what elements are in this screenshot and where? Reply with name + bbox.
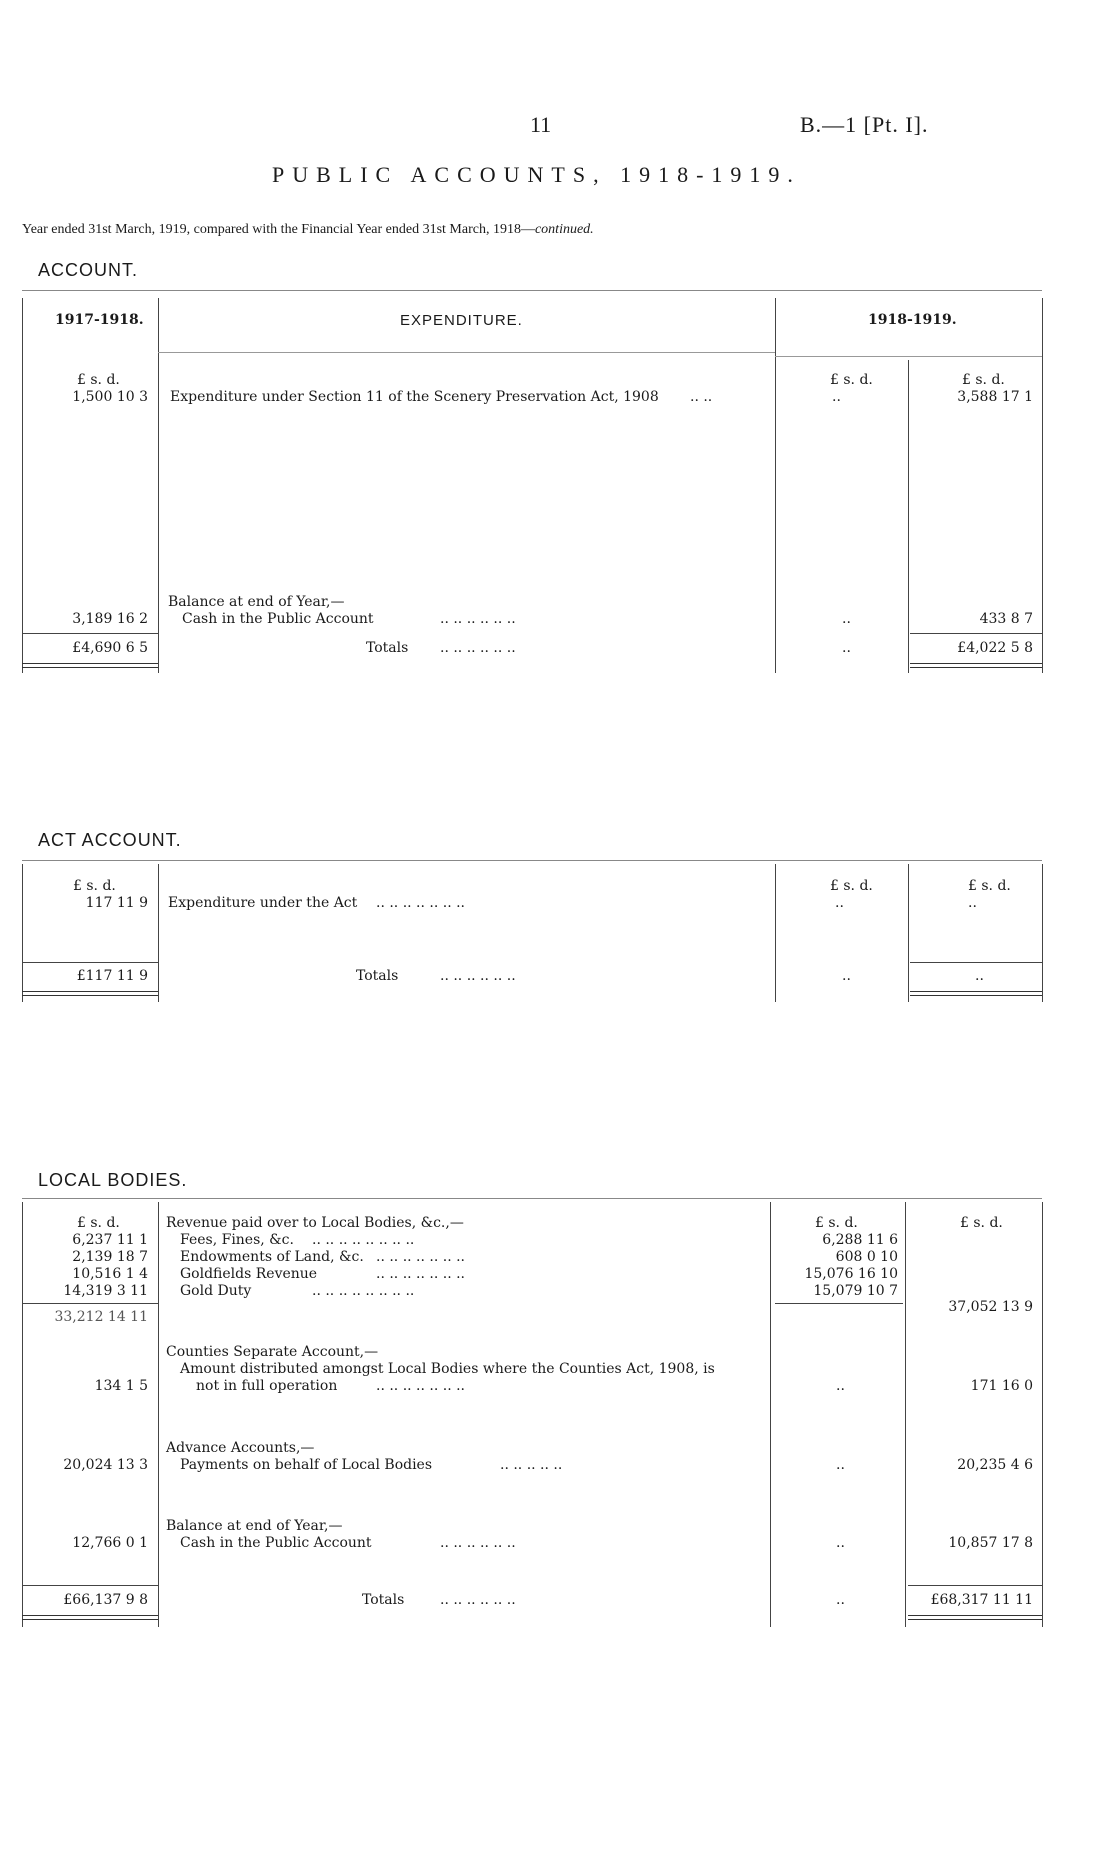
group-heading: Advance Accounts,— [166, 1440, 315, 1456]
line-description: not in full operation [196, 1378, 338, 1394]
total-rule [910, 633, 1042, 634]
col1-amount: 6,288 11 6 [822, 1232, 898, 1248]
section-heading-local-bodies: LOCAL BODIES. [38, 1170, 188, 1190]
leader-dots: .. .. .. .. .. .. .. [376, 1249, 466, 1265]
units-col2: £ s. d. [968, 878, 1011, 894]
section-heading-account: ACCOUNT. [38, 260, 139, 280]
line-description: Amount distributed amongst Local Bodies where the Counties Act, 1908, is [180, 1361, 715, 1377]
table-left-border [22, 298, 23, 673]
column-header-curr-year: 1918-1919. [868, 312, 957, 328]
subtitle-continued: continued. [534, 222, 594, 237]
leader-dots: .. .. .. .. .. .. .. [376, 1378, 466, 1394]
line-description: Fees, Fines, &c. [180, 1232, 294, 1248]
total-rule [910, 962, 1042, 963]
leader-dots: .. .. .. .. .. .. .. [376, 895, 466, 911]
prev-amount: 134 1 5 [94, 1378, 148, 1394]
leader-dots: .. .. .. .. .. .. [440, 1535, 516, 1551]
col1-amount: .. [835, 895, 844, 911]
leader-dots: .. .. .. .. .. [500, 1457, 563, 1473]
double-rule [22, 991, 158, 996]
subtotal-rule [22, 1303, 158, 1304]
total-rule [22, 962, 158, 963]
line-description: Cash in the Public Account [182, 611, 374, 627]
col1-amount: .. [842, 611, 851, 627]
line-description: Cash in the Public Account [180, 1535, 372, 1551]
leader-dots: .. .. .. .. .. .. [440, 640, 516, 656]
table-left-border [22, 864, 23, 1002]
col1-amount: 15,076 16 10 [804, 1266, 898, 1282]
line-description: Endowments of Land, &c. [180, 1249, 364, 1265]
prev-amount: 20,024 13 3 [63, 1457, 148, 1473]
totals-label: Totals [366, 640, 409, 656]
group-heading: Balance at end of Year,— [168, 594, 345, 610]
col1-amount: 608 0 10 [835, 1249, 898, 1265]
units-col1: £ s. d. [815, 1215, 858, 1231]
prev-amount: 2,139 18 7 [72, 1249, 148, 1265]
col2-amount: 10,857 17 8 [948, 1535, 1033, 1551]
units-col2: £ s. d. [962, 372, 1005, 388]
total-rule [908, 1585, 1042, 1586]
double-rule [910, 663, 1042, 668]
group-heading: Counties Separate Account,— [166, 1344, 379, 1360]
col2-total: £68,317 11 11 [930, 1592, 1033, 1608]
units-prev: £ s. d. [77, 1215, 120, 1231]
totals-label: Totals [356, 968, 399, 984]
col2-amount: 37,052 13 9 [948, 1299, 1033, 1315]
line-description: Gold Duty [180, 1283, 252, 1299]
leader-dots: .. .. .. .. .. .. [440, 968, 516, 984]
col1-amount: .. [836, 1592, 845, 1608]
units-prev: £ s. d. [73, 878, 116, 894]
group-heading: Balance at end of Year,— [166, 1518, 343, 1534]
col-divider [158, 1202, 159, 1627]
col-divider [770, 1202, 771, 1627]
table-top-rule [22, 1198, 1042, 1199]
page-number: 11 [530, 112, 552, 137]
col2-amount: .. [968, 895, 977, 911]
units-prev: £ s. d. [77, 372, 120, 388]
table-top-rule [22, 290, 1042, 291]
leader-dots: .. .. .. .. .. .. [440, 1592, 516, 1608]
col-divider [158, 864, 159, 1002]
group-heading: Revenue paid over to Local Bodies, &c.,— [166, 1215, 464, 1231]
col-divider [905, 1202, 906, 1627]
column-header-expenditure: EXPENDITURE. [400, 312, 523, 329]
units-col1: £ s. d. [830, 878, 873, 894]
document-reference: B.—1 [Pt. I]. [800, 112, 929, 137]
col-divider [775, 298, 776, 673]
prev-subtotal: 33,212 14 11 [54, 1309, 148, 1325]
prev-total: £4,690 6 5 [72, 640, 148, 656]
col1-amount: 15,079 10 7 [813, 1283, 898, 1299]
prev-total: £117 11 9 [76, 968, 148, 984]
table-right-border [1042, 1202, 1043, 1627]
subtitle-text: Year ended 31st March, 1919, compared with the Financial Year ended 31st March, 1918— [22, 222, 535, 237]
leader-dots: .. .. [690, 389, 713, 405]
table-left-border [22, 1202, 23, 1627]
units-col2: £ s. d. [960, 1215, 1003, 1231]
col-divider [775, 864, 776, 1002]
totals-label: Totals [362, 1592, 405, 1608]
prev-total: £66,137 9 8 [63, 1592, 148, 1608]
header-rule [775, 356, 1042, 357]
leader-dots: .. .. .. .. .. .. .. [376, 1266, 466, 1282]
prev-amount: 10,516 1 4 [72, 1266, 148, 1282]
double-rule [908, 1615, 1042, 1620]
col1-amount: .. [832, 389, 841, 405]
section-heading-act-account: ACT ACCOUNT. [38, 830, 182, 850]
col1-amount: .. [836, 1457, 845, 1473]
col2-amount: 433 8 7 [979, 611, 1033, 627]
col2-amount: 20,235 4 6 [957, 1457, 1033, 1473]
leader-dots: .. .. .. .. .. .. .. .. [312, 1232, 415, 1248]
table-top-rule [22, 860, 1042, 861]
col-divider [908, 360, 909, 673]
prev-amount: 12,766 0 1 [72, 1535, 148, 1551]
page-subtitle [22, 222, 594, 238]
prev-amount: 3,189 16 2 [72, 611, 148, 627]
double-rule [22, 1615, 158, 1620]
col2-amount: 171 16 0 [970, 1378, 1033, 1394]
col1-amount: .. [842, 968, 851, 984]
total-rule [22, 633, 158, 634]
total-rule [22, 1585, 158, 1586]
col-divider [908, 864, 909, 1002]
col1-amount: .. [842, 640, 851, 656]
leader-dots: .. .. .. .. .. .. .. .. [312, 1283, 415, 1299]
col2-amount: 3,588 17 1 [957, 389, 1033, 405]
subtotal-rule [775, 1303, 903, 1304]
line-description: Expenditure under the Act [168, 895, 358, 911]
prev-amount: 1,500 10 3 [72, 389, 148, 405]
col2-total: £4,022 5 8 [957, 640, 1033, 656]
col2-total: .. [975, 968, 984, 984]
prev-amount: 117 11 9 [85, 895, 148, 911]
page-title: PUBLIC ACCOUNTS, 1918-1919. [272, 162, 801, 187]
col1-amount: .. [836, 1535, 845, 1551]
header-rule [158, 352, 775, 353]
line-description: Payments on behalf of Local Bodies [180, 1457, 433, 1473]
line-description: Expenditure under Section 11 of the Scenery Preservation Act, 1908 [170, 389, 659, 405]
col1-amount: .. [836, 1378, 845, 1394]
line-description: Goldfields Revenue [180, 1266, 318, 1282]
table-right-border [1042, 298, 1043, 673]
leader-dots: .. .. .. .. .. .. [440, 611, 516, 627]
prev-amount: 6,237 11 1 [72, 1232, 148, 1248]
column-header-prev-year: 1917-1918. [55, 312, 144, 328]
units-col1: £ s. d. [830, 372, 873, 388]
double-rule [22, 663, 158, 668]
table-right-border [1042, 864, 1043, 1002]
col-divider [158, 298, 159, 673]
prev-amount: 14,319 3 11 [63, 1283, 148, 1299]
double-rule [910, 991, 1042, 996]
